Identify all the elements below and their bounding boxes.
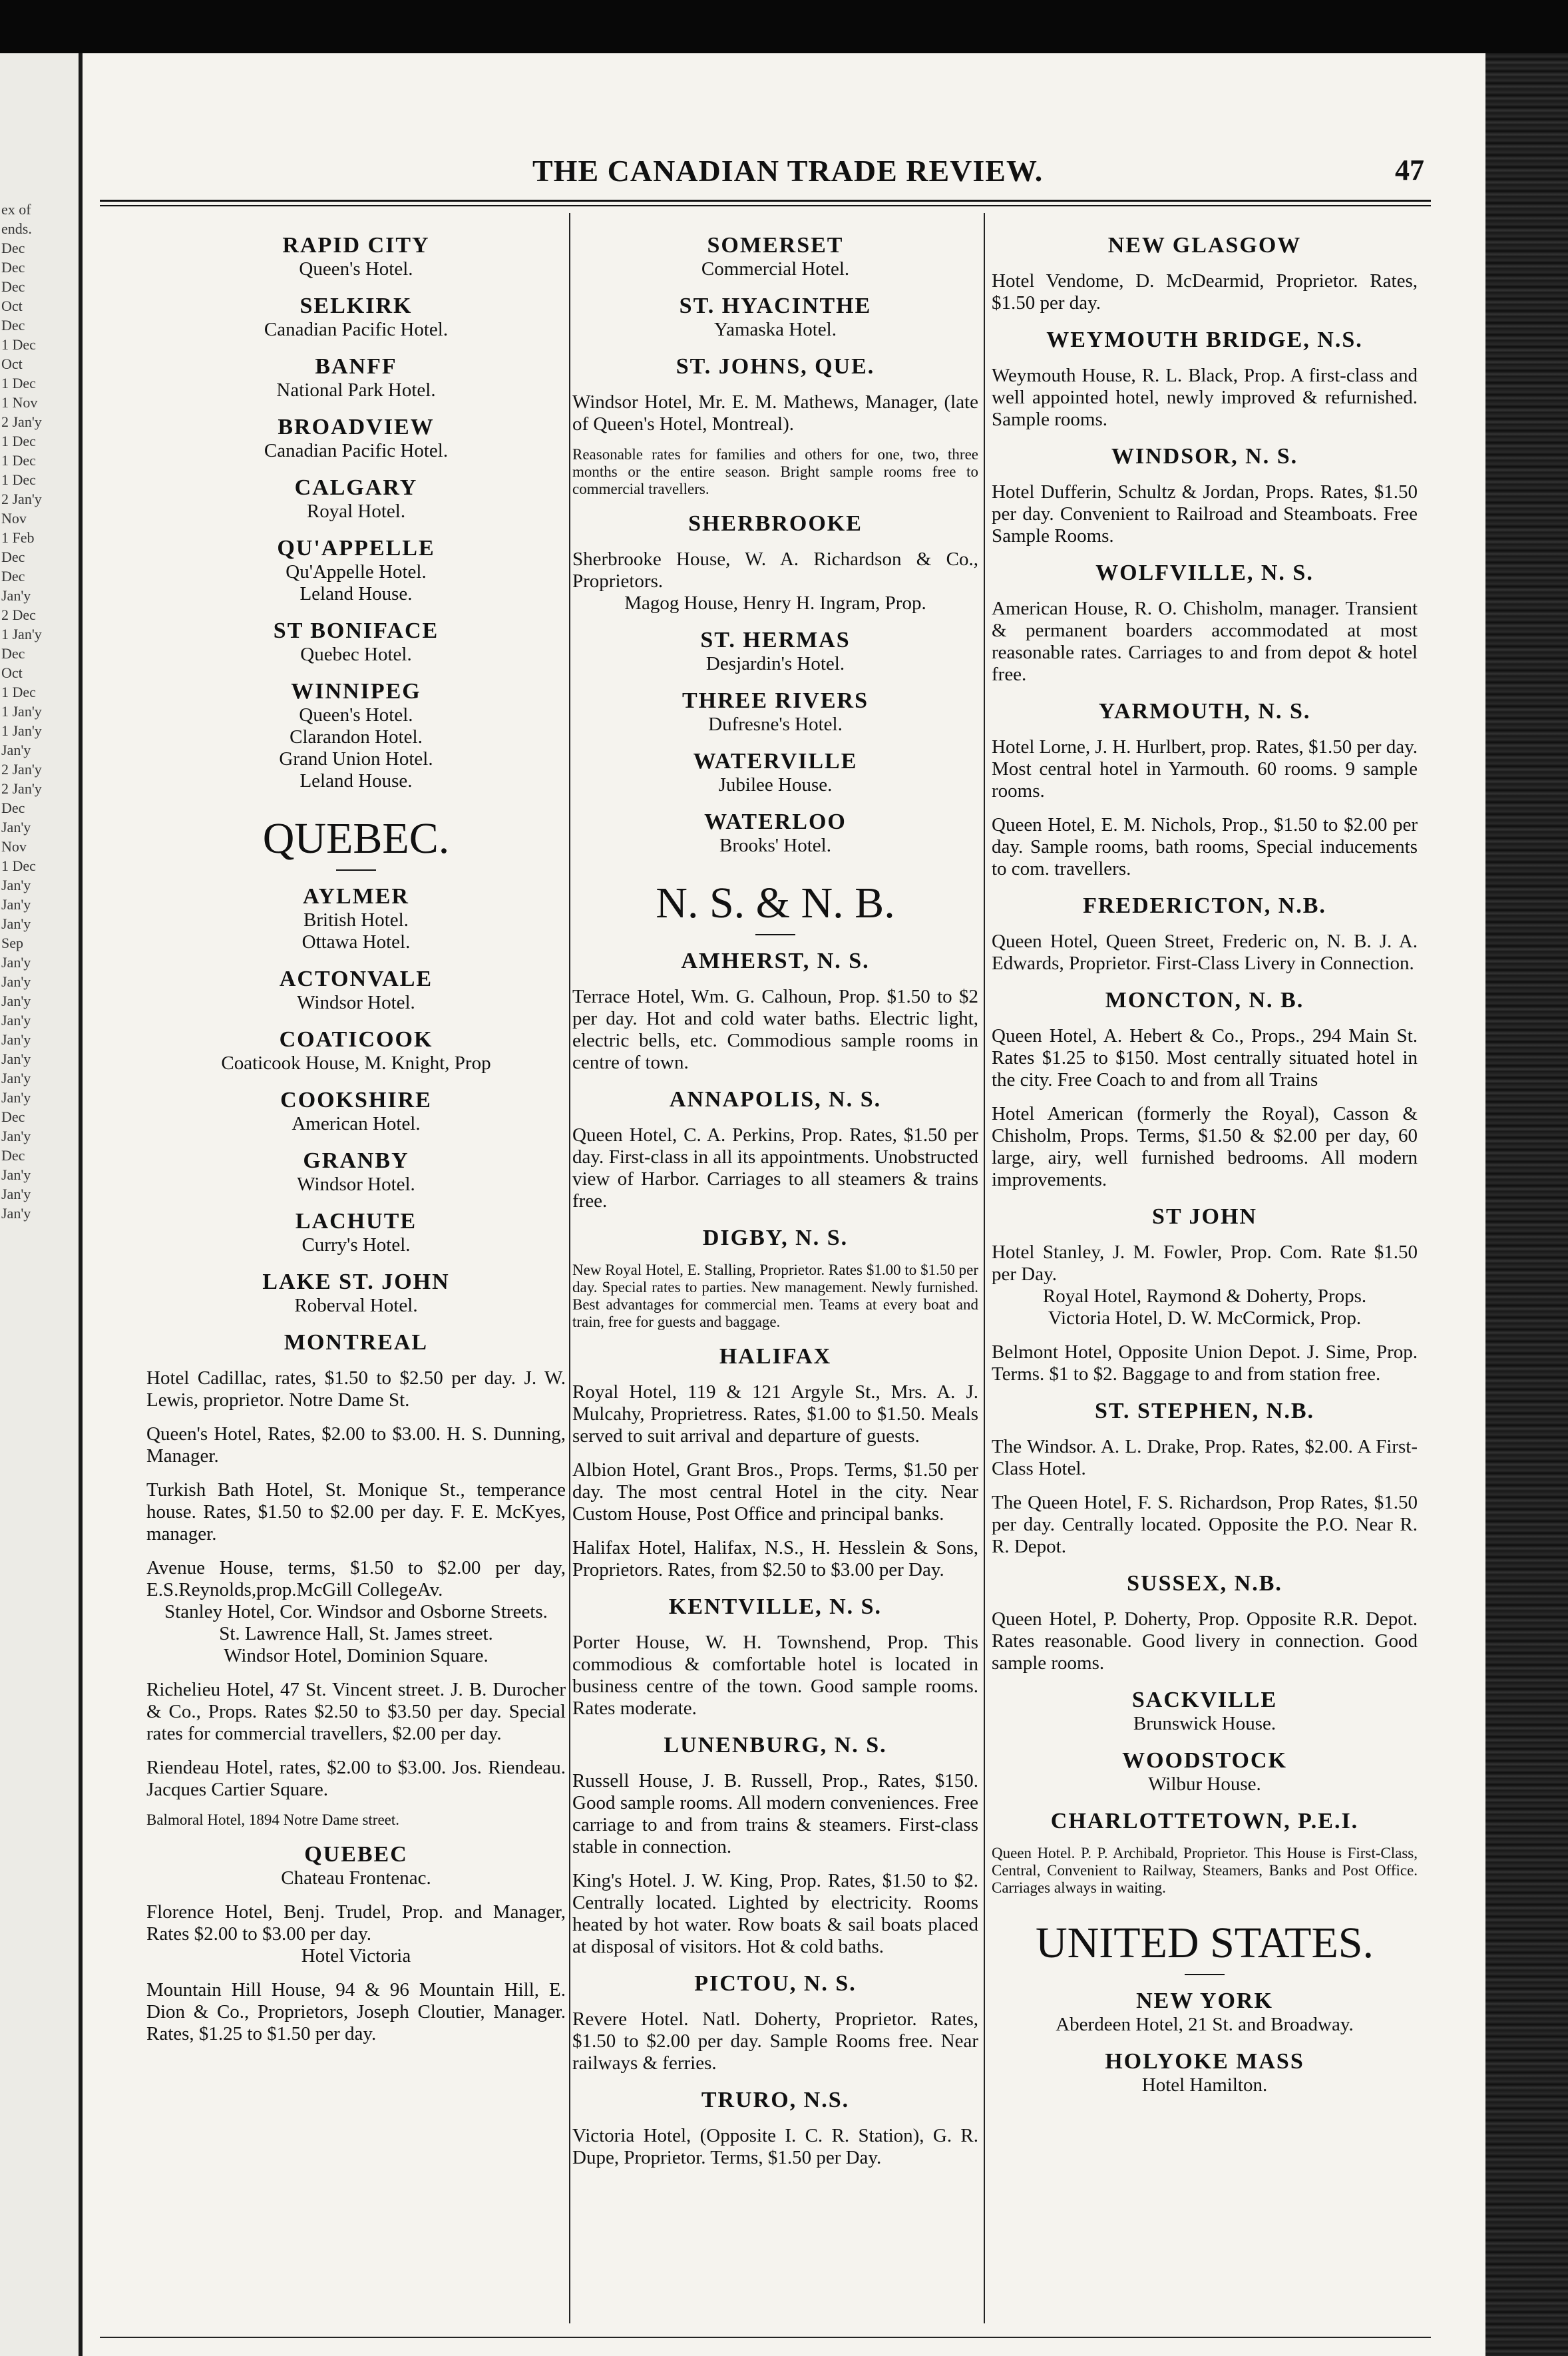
hotel-entry: Albion Hotel, Grant Bros., Props. Terms, $1.50 per day. The most central Hotel in the city. Near Custom House, Post Office and principal banks.	[572, 1459, 978, 1525]
margin-note: Nov	[1, 510, 27, 527]
hotel-entry: Hotel Vendome, D. McDearmid, Proprietor. Rates, $1.50 per day.	[992, 270, 1418, 314]
hotel-line: Magog House, Henry H. Ingram, Prop.	[624, 592, 926, 614]
margin-note: 1 Jan'y	[1, 626, 42, 642]
margin-note: Jan'y	[1, 973, 31, 990]
town-heading: ANNAPOLIS, N. S.	[669, 1087, 882, 1112]
hotel-line: Leland House.	[299, 770, 413, 792]
margin-note: 1 Dec	[1, 452, 36, 469]
margin-note: Dec	[1, 317, 25, 334]
hotel-line: Windsor Hotel, Dominion Square.	[224, 1645, 489, 1666]
margin-note: Sep	[1, 935, 23, 951]
hotel-line: Quebec Hotel.	[300, 644, 412, 665]
town-heading: SELKIRK	[299, 294, 413, 318]
hotel-line: Windsor Hotel.	[297, 992, 415, 1013]
hotel-entry: Belmont Hotel, Opposite Union Depot. J. Sime, Prop. Terms. $1 to $2. Baggage to and from station free.	[992, 1341, 1418, 1385]
hotel-entry: Halifax Hotel, Halifax, N.S., H. Hesslein & Sons, Proprietors. Rates, from $2.50 to $3.00 per Day.	[572, 1537, 978, 1580]
margin-note: Dec	[1, 645, 25, 662]
hotel-entry: King's Hotel. J. W. King, Prop. Rates, $1.50 to $2. Centrally located. Lighted by electricity. Rooms heated by hot water. Row boats & sail boats placed at disposal of visitors. Hot & cold baths.	[572, 1870, 978, 1957]
hotel-entry: Hotel Cadillac, rates, $1.50 to $2.50 per day. J. W. Lewis, proprietor. Notre Dame St.	[146, 1367, 566, 1411]
town-heading: BROADVIEW	[278, 415, 435, 439]
town-heading: GRANBY	[303, 1148, 409, 1173]
hotel-line: Clarandon Hotel.	[290, 726, 423, 748]
hotel-line: Canadian Pacific Hotel.	[264, 319, 449, 340]
margin-note: Jan'y	[1, 1012, 31, 1029]
column-divider	[984, 213, 985, 2323]
hotel-line: Victoria Hotel, D. W. McCormick, Prop.	[1048, 1307, 1362, 1329]
margin-note: 2 Jan'y	[1, 780, 42, 797]
margin-note: 2 Jan'y	[1, 491, 42, 507]
town-heading: YARMOUTH, N. S.	[1098, 699, 1311, 724]
hotel-entry: Turkish Bath Hotel, St. Monique St., temperance house. Rates, $1.50 to $2.00 per day. F. E. McKyes, manager.	[146, 1479, 566, 1544]
margin-note: 1 Dec	[1, 471, 36, 488]
hotel-line: Dufresne's Hotel.	[708, 714, 843, 735]
margin-note: 1 Dec	[1, 684, 36, 700]
margin-note: Dec	[1, 259, 25, 276]
margin-note: Oct	[1, 664, 23, 681]
town-heading: NEW GLASGOW	[1107, 233, 1302, 258]
margin-note: 1 Nov	[1, 394, 38, 411]
town-heading: SHERBROOKE	[688, 511, 863, 536]
town-heading: HOLYOKE MASS	[1105, 2049, 1304, 2074]
hotel-entry: Sherbrooke House, W. A. Richardson & Co., Proprietors.	[572, 549, 978, 592]
margin-note: 1 Feb	[1, 529, 35, 546]
margin-note: Jan'y	[1, 877, 31, 893]
hotel-line: Leland House.	[299, 583, 413, 604]
hotel-line: Roberval Hotel.	[294, 1295, 418, 1316]
hotel-notice: Balmoral Hotel, 1894 Notre Dame street.	[146, 1811, 400, 1828]
hotel-entry: Revere Hotel. Natl. Doherty, Proprietor. Rates, $1.50 to $2.00 per day. Sample Rooms free. Near railways & ferries.	[572, 2008, 978, 2074]
town-heading: AMHERST, N. S.	[681, 949, 870, 973]
town-heading: SUSSEX, N.B.	[1127, 1571, 1282, 1596]
margin-note: 2 Dec	[1, 606, 36, 623]
page-edge-rule	[79, 53, 83, 2356]
hotel-line: Desjardin's Hotel.	[705, 653, 845, 674]
hotel-notice: Queen Hotel. P. P. Archibald, Proprietor. This House is First-Class, Central, Convenient to Railway, Steamers, Banks and Post Office. Carriages always in waiting.	[992, 1845, 1418, 1896]
hotel-entry: Queen Hotel, A. Hebert & Co., Props., 294 Main St. Rates $1.25 to $150. Most centrally situated hotel in the city. Free Coach to and from all Trains	[992, 1025, 1418, 1090]
hotel-line: Grand Union Hotel.	[279, 748, 433, 770]
page-title: THE CANADIAN TRADE REVIEW.	[532, 154, 1044, 188]
hotel-entry: Queen Hotel, C. A. Perkins, Prop. Rates, $1.50 per day. First-class in all its appointments. Unobstructed view of Harbor. Carriages to all steamers & trains free.	[572, 1124, 978, 1212]
margin-note: ex of	[1, 201, 31, 218]
hotel-entry: Terrace Hotel, Wm. G. Calhoun, Prop. $1.50 to $2 per day. Hot and cold water baths. Electric light, electric bells, etc. Commodious sample rooms in centre of town.	[572, 986, 978, 1073]
margin-note: 1 Dec	[1, 336, 36, 353]
town-heading: ST. HERMAS	[700, 628, 851, 652]
hotel-line: National Park Hotel.	[276, 379, 436, 401]
hotel-line: Hotel Victoria	[301, 1945, 411, 1967]
short-rule	[755, 934, 795, 935]
hotel-entry: Queen's Hotel, Rates, $2.00 to $3.00. H. S. Dunning, Manager.	[146, 1423, 566, 1467]
column-3	[992, 220, 1418, 2096]
margin-note: 2 Jan'y	[1, 761, 42, 778]
hotel-line: Canadian Pacific Hotel.	[264, 440, 449, 461]
margin-note: 1 Jan'y	[1, 722, 42, 739]
hotel-line: Stanley Hotel, Cor. Windsor and Osborne Streets.	[164, 1601, 548, 1622]
town-heading: LACHUTE	[295, 1209, 417, 1234]
hotel-entry: American House, R. O. Chisholm, manager. Transient & permanent boarders accommodated at most reasonable rates. Carriages to and from depot & hotel free.	[992, 598, 1418, 685]
town-heading: ST. HYACINTHE	[679, 294, 872, 318]
hotel-line: Commercial Hotel.	[701, 258, 850, 280]
town-heading: BANFF	[315, 354, 397, 379]
hotel-entry: Richelieu Hotel, 47 St. Vincent street. J. B. Durocher & Co., Props. Rates $2.50 to $3.50 per day. Special rates for commercial travellers, $2.00 per day.	[146, 1679, 566, 1744]
hotel-line: Queen's Hotel.	[299, 704, 413, 726]
hotel-entry: Queen Hotel, Queen Street, Frederic on, N. B. J. A. Edwards, Proprietor. First-Class Livery in Connection.	[992, 931, 1418, 974]
town-heading: WATERLOO	[704, 810, 847, 834]
hotel-entry: Victoria Hotel, (Opposite I. C. R. Station), G. R. Dupe, Proprietor. Terms, $1.50 per Day.	[572, 2125, 978, 2168]
hotel-line: Queen's Hotel.	[299, 258, 413, 280]
town-heading: COOKSHIRE	[280, 1088, 432, 1112]
hotel-line: British Hotel.	[303, 909, 409, 931]
short-rule	[336, 869, 376, 871]
margin-note: Dec	[1, 1147, 25, 1164]
margin-note: Dec	[1, 1108, 25, 1125]
margin-ledger-notes	[1, 200, 75, 1223]
hotel-entry: Florence Hotel, Benj. Trudel, Prop. and Manager, Rates $2.00 to $3.00 per day.	[146, 1901, 566, 1945]
margin-note: Dec	[1, 240, 25, 256]
town-heading: ACTONVALE	[279, 967, 433, 991]
hotel-entry: Hotel Lorne, J. H. Hurlbert, prop. Rates, $1.50 per day. Most central hotel in Yarmouth. 60 rooms. 9 sample rooms.	[992, 736, 1418, 802]
scan-top-band	[0, 0, 1568, 53]
hotel-line: Brunswick House.	[1133, 1713, 1276, 1734]
margin-note: 1 Dec	[1, 375, 36, 391]
hotel-entry: Hotel Dufferin, Schultz & Jordan, Props. Rates, $1.50 per day. Convenient to Railroad and Steamboats. Free Sample Rooms.	[992, 481, 1418, 547]
town-heading: RAPID CITY	[282, 233, 430, 258]
hotel-line: St. Lawrence Hall, St. James street.	[219, 1623, 493, 1644]
town-heading: MONTREAL	[284, 1330, 429, 1355]
hotel-line: Jubilee House.	[718, 774, 833, 796]
province-heading: QUEBEC.	[262, 814, 450, 863]
scan-right-edge	[1485, 53, 1568, 2356]
town-heading: CALGARY	[294, 475, 418, 500]
hotel-entry: Avenue House, terms, $1.50 to $2.00 per day, E.S.Reynolds,prop.McGill CollegeAv.	[146, 1557, 566, 1600]
town-heading: WINDSOR, N. S.	[1111, 444, 1298, 469]
town-heading: COATICOOK	[279, 1027, 433, 1052]
margin-note: Jan'y	[1, 915, 31, 932]
town-heading: QUEBEC	[304, 1842, 408, 1867]
hotel-entry: The Queen Hotel, F. S. Richardson, Prop Rates, $1.50 per day. Centrally located. Opposite the P.O. Near R. R. Depot.	[992, 1492, 1418, 1557]
hotel-line: Brooks' Hotel.	[719, 835, 831, 856]
short-rule	[1185, 1974, 1225, 1975]
margin-note: Jan'y	[1, 954, 31, 971]
hotel-line: Qu'Appelle Hotel.	[286, 561, 427, 583]
town-heading: HALIFAX	[719, 1344, 832, 1369]
town-heading: AYLMER	[303, 884, 409, 909]
bottom-rule	[100, 2337, 1431, 2338]
margin-note: ends.	[1, 220, 32, 237]
hotel-entry: Queen Hotel, E. M. Nichols, Prop., $1.50 to $2.00 per day. Sample rooms, bath rooms, Special inducements to com. travellers.	[992, 814, 1418, 879]
page-header	[93, 153, 1424, 200]
hotel-entry: Russell House, J. B. Russell, Prop., Rates, $150. Good sample rooms. All modern conveniences. Free carriage to and from trains & steamers. First-class stable in connection.	[572, 1770, 978, 1857]
column-1	[146, 220, 566, 2045]
margin-note: Jan'y	[1, 1070, 31, 1086]
town-heading: PICTOU, N. S.	[694, 1971, 857, 1996]
margin-note: Nov	[1, 838, 27, 855]
column-2	[572, 220, 978, 2169]
hotel-line: American Hotel.	[292, 1113, 421, 1134]
town-heading: SACKVILLE	[1131, 1688, 1278, 1712]
margin-note: Dec	[1, 549, 25, 565]
margin-note: 2 Jan'y	[1, 413, 42, 430]
margin-note: Jan'y	[1, 993, 31, 1009]
hotel-entry: Royal Hotel, 119 & 121 Argyle St., Mrs. A. J. Mulcahy, Proprietress. Rates, $1.00 to $1.50. Meals served to suit arrival and departure of guests.	[572, 1381, 978, 1447]
town-heading: WOLFVILLE, N. S.	[1095, 561, 1314, 585]
hotel-line: Wilbur House.	[1148, 1773, 1261, 1795]
hotel-entry: Hotel American (formerly the Royal), Casson & Chisholm, Props. Terms, $1.50 & $2.00 per day, 60 large, airy, well furnished bedrooms. All modern improvements.	[992, 1103, 1418, 1190]
margin-note: Jan'y	[1, 1051, 31, 1067]
town-heading: NEW YORK	[1136, 1989, 1273, 2013]
town-heading: ST. JOHNS, QUE.	[676, 354, 875, 379]
margin-note: Dec	[1, 278, 25, 295]
hotel-line: Royal Hotel, Raymond & Doherty, Props.	[1042, 1286, 1367, 1307]
hotel-line: Coaticook House, M. Knight, Prop	[221, 1053, 491, 1074]
hotel-entry: Porter House, W. H. Townshend, Prop. This commodious & comfortable hotel is located in business centre of the town. Good sample rooms. Rates moderate.	[572, 1632, 978, 1719]
margin-note: Jan'y	[1, 742, 31, 758]
hotel-entry: Riendeau Hotel, rates, $2.00 to $3.00. Jos. Riendeau. Jacques Cartier Square.	[146, 1757, 566, 1800]
hotel-notice: Reasonable rates for families and others for one, two, three months or the entire season. Bright sample rooms free to commercial travellers.	[572, 446, 978, 497]
header-rule	[100, 200, 1431, 206]
margin-note: 1 Dec	[1, 433, 36, 449]
margin-note: 1 Jan'y	[1, 703, 42, 720]
hotel-line: Windsor Hotel.	[297, 1174, 415, 1195]
hotel-entry: Hotel Stanley, J. M. Fowler, Prop. Com. Rate $1.50 per Day.	[992, 1242, 1418, 1285]
hotel-entry: Mountain Hill House, 94 & 96 Mountain Hill, E. Dion & Co., Proprietors, Joseph Cloutier, Manager. Rates, $1.25 to $1.50 per day.	[146, 1979, 566, 2044]
town-heading: MONCTON, N. B.	[1105, 988, 1304, 1013]
margin-note: Jan'y	[1, 587, 31, 604]
town-heading: QU'APPELLE	[277, 536, 435, 561]
margin-note: Oct	[1, 355, 23, 372]
town-heading: DIGBY, N. S.	[702, 1226, 849, 1250]
hotel-entry: The Windsor. A. L. Drake, Prop. Rates, $2.00. A First-Class Hotel.	[992, 1436, 1418, 1479]
margin-note: Oct	[1, 298, 23, 314]
town-heading: WINNIPEG	[291, 679, 421, 704]
margin-note: Jan'y	[1, 1205, 31, 1222]
hotel-line: Royal Hotel.	[306, 501, 406, 522]
province-heading: UNITED STATES.	[1035, 1919, 1374, 1967]
margin-note: Jan'y	[1, 1166, 31, 1183]
town-heading: WEYMOUTH BRIDGE, N.S.	[1046, 328, 1363, 352]
margin-note: Jan'y	[1, 1186, 31, 1202]
margin-note: Jan'y	[1, 1089, 31, 1106]
province-heading: N. S. & N. B.	[656, 879, 895, 927]
hotel-line: Aberdeen Hotel, 21 St. and Broadway.	[1056, 2014, 1354, 2035]
margin-note: Jan'y	[1, 1031, 31, 1048]
margin-note: Dec	[1, 800, 25, 816]
margin-note: Dec	[1, 568, 25, 585]
hotel-line: Yamaska Hotel.	[714, 319, 837, 340]
town-heading: KENTVILLE, N. S.	[668, 1594, 882, 1619]
town-heading: LAKE ST. JOHN	[262, 1270, 450, 1294]
margin-note: Jan'y	[1, 819, 31, 835]
margin-note: Jan'y	[1, 896, 31, 913]
town-heading: CHARLOTTETOWN, P.E.I.	[1050, 1809, 1359, 1833]
town-heading: FREDERICTON, N.B.	[1083, 893, 1326, 918]
hotel-entry: Queen Hotel, P. Doherty, Prop. Opposite R.R. Depot. Rates reasonable. Good livery in connection. Good sample rooms.	[992, 1608, 1418, 1674]
town-heading: TRURO, N.S.	[701, 2088, 850, 2112]
page-number: 47	[1395, 154, 1424, 186]
town-heading: WATERVILLE	[693, 749, 858, 774]
hotel-line: Ottawa Hotel.	[301, 931, 411, 953]
hotel-line: Hotel Hamilton.	[1141, 2074, 1268, 2096]
town-heading: WOODSTOCK	[1122, 1748, 1287, 1773]
column-divider	[569, 213, 570, 2323]
town-heading: ST BONIFACE	[273, 618, 439, 643]
hotel-notice: New Royal Hotel, E. Stalling, Proprietor. Rates $1.00 to $1.50 per day. Special rates to parties. New management. Newly furnished. Best advantages for commercial men. Teams at every boat and train, free for guests and baggage.	[572, 1262, 978, 1330]
town-heading: THREE RIVERS	[682, 688, 869, 713]
town-heading: SOMERSET	[707, 233, 844, 258]
hotel-line: Curry's Hotel.	[301, 1234, 411, 1256]
hotel-entry: Windsor Hotel, Mr. E. M. Mathews, Manager, (late of Queen's Hotel, Montreal).	[572, 391, 978, 435]
hotel-entry: Weymouth House, R. L. Black, Prop. A first-class and well appointed hotel, newly improved & refurnished. Sample rooms.	[992, 365, 1418, 430]
margin-note: 1 Dec	[1, 857, 36, 874]
town-heading: ST JOHN	[1152, 1204, 1257, 1229]
town-heading: LUNENBURG, N. S.	[664, 1733, 887, 1758]
margin-note: Jan'y	[1, 1128, 31, 1144]
hotel-line: Chateau Frontenac.	[281, 1867, 431, 1889]
town-heading: ST. STEPHEN, N.B.	[1094, 1399, 1314, 1423]
